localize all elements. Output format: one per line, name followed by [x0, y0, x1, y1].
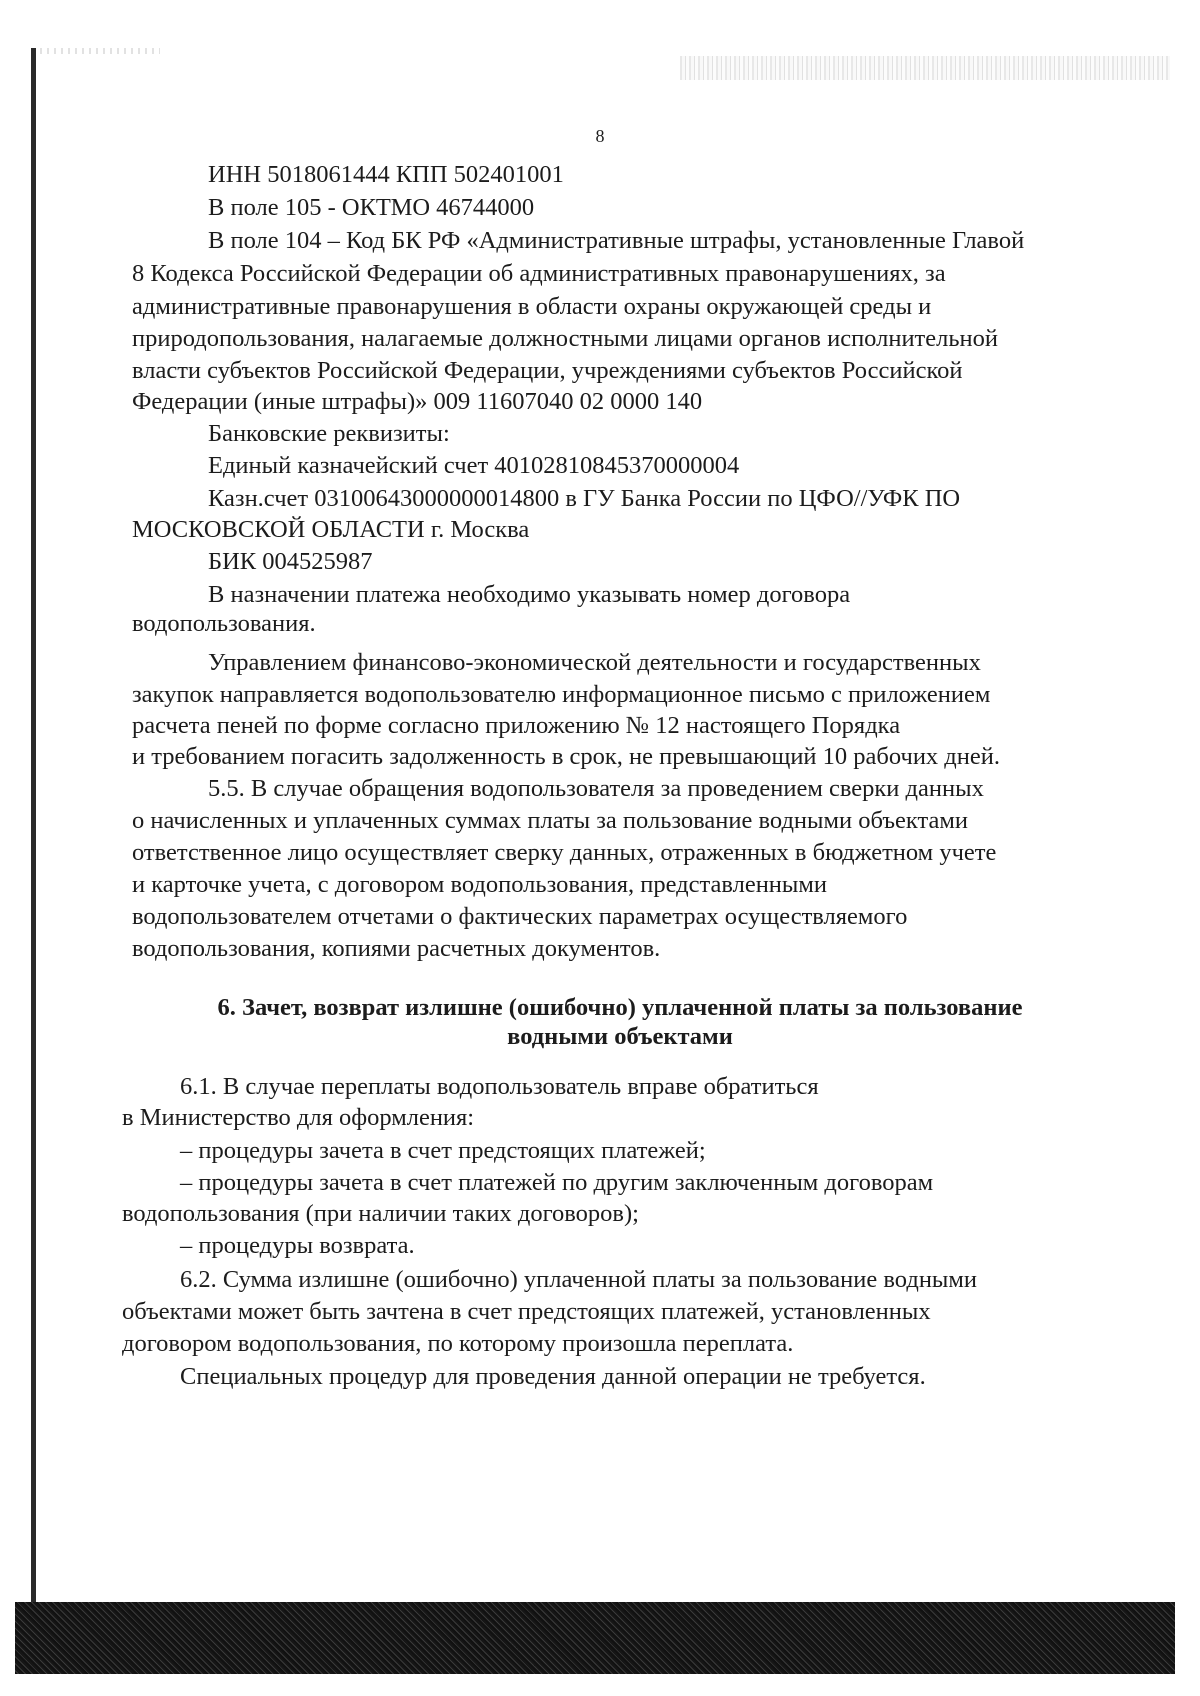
text-line: административные правонарушения в области охраны окружающей среды и: [132, 293, 932, 320]
text-line: договором водопользования, по которому произошла переплата.: [122, 1330, 794, 1357]
scan-artifact: [680, 56, 1170, 80]
scan-artifact: [40, 48, 160, 54]
text-line: закупок направляется водопользователю информационное письмо с приложением: [132, 681, 991, 708]
text-line: 6.2. Сумма излишне (ошибочно) уплаченной платы за пользование водными: [180, 1266, 978, 1293]
text-line: 8 Кодекса Российской Федерации об административных правонарушениях, за: [132, 260, 946, 287]
text-line: – процедуры зачета в счет платежей по другим заключенным договорам: [180, 1169, 934, 1196]
text-line: в Министерство для оформления:: [122, 1104, 475, 1131]
text-line: природопользования, налагаемые должностными лицами органов исполнительной: [132, 325, 999, 352]
text-line: – процедуры зачета в счет предстоящих платежей;: [180, 1137, 706, 1164]
text-line: Банковские реквизиты:: [208, 420, 450, 447]
text-line: Специальных процедур для проведения данной операции не требуется.: [180, 1363, 926, 1390]
text-line: расчета пеней по форме согласно приложению № 12 настоящего Порядка: [132, 712, 901, 739]
text-line: В поле 104 – Код БК РФ «Административные штрафы, установленные Главой: [208, 227, 1025, 254]
text-line: Управлением финансово-экономической деятельности и государственных: [208, 649, 981, 676]
text-line: В назначении платежа необходимо указывать номер договора: [208, 581, 851, 608]
text-line: Казн.счет 03100643000000014800 в ГУ Банка России по ЦФО//УФК ПО: [208, 485, 961, 512]
text-line: и карточке учета, с договором водопользования, представленными: [132, 871, 827, 898]
text-line: Федерации (иные штрафы)» 009 11607040 02 0000 140: [132, 388, 703, 415]
page-number: 8: [595, 126, 605, 146]
text-line: объектами может быть зачтена в счет предстоящих платежей, установленных: [122, 1298, 931, 1325]
text-line: водопользования (при наличии таких договоров);: [122, 1200, 639, 1227]
text-line: водопользования.: [132, 610, 316, 637]
text-line: Единый казначейский счет 40102810845370000004: [208, 452, 740, 479]
text-line: водопользования, копиями расчетных документов.: [132, 935, 661, 962]
text-line: МОСКОВСКОЙ ОБЛАСТИ г. Москва: [132, 516, 530, 543]
text-line: ИНН 5018061444 КПП 502401001: [208, 161, 564, 188]
text-line: власти субъектов Российской Федерации, учреждениями субъектов Российской: [132, 357, 963, 384]
section-heading: 6. Зачет, возврат излишне (ошибочно) уплаченной платы за пользование: [217, 994, 1023, 1021]
text-line: – процедуры возврата.: [180, 1232, 415, 1259]
text-line: В поле 105 - ОКТМО 46744000: [208, 194, 535, 221]
text-line: 6.1. В случае переплаты водопользователь вправе обратиться: [180, 1073, 819, 1100]
scan-edge: [31, 48, 36, 1603]
text-line: о начисленных и уплаченных суммах платы за пользование водными объектами: [132, 807, 968, 834]
text-line: 5.5. В случае обращения водопользователя за проведением сверки данных: [208, 775, 984, 802]
text-line: и требованием погасить задолженность в срок, не превышающий 10 рабочих дней.: [132, 743, 1000, 770]
text-line: ответственное лицо осуществляет сверку данных, отраженных в бюджетном учете: [132, 839, 997, 866]
text-line: БИК 004525987: [208, 548, 373, 575]
text-line: водопользователем отчетами о фактических параметрах осуществляемого: [132, 903, 908, 930]
section-heading: водными объектами: [507, 1023, 733, 1050]
scan-artifact-band: [15, 1602, 1175, 1674]
